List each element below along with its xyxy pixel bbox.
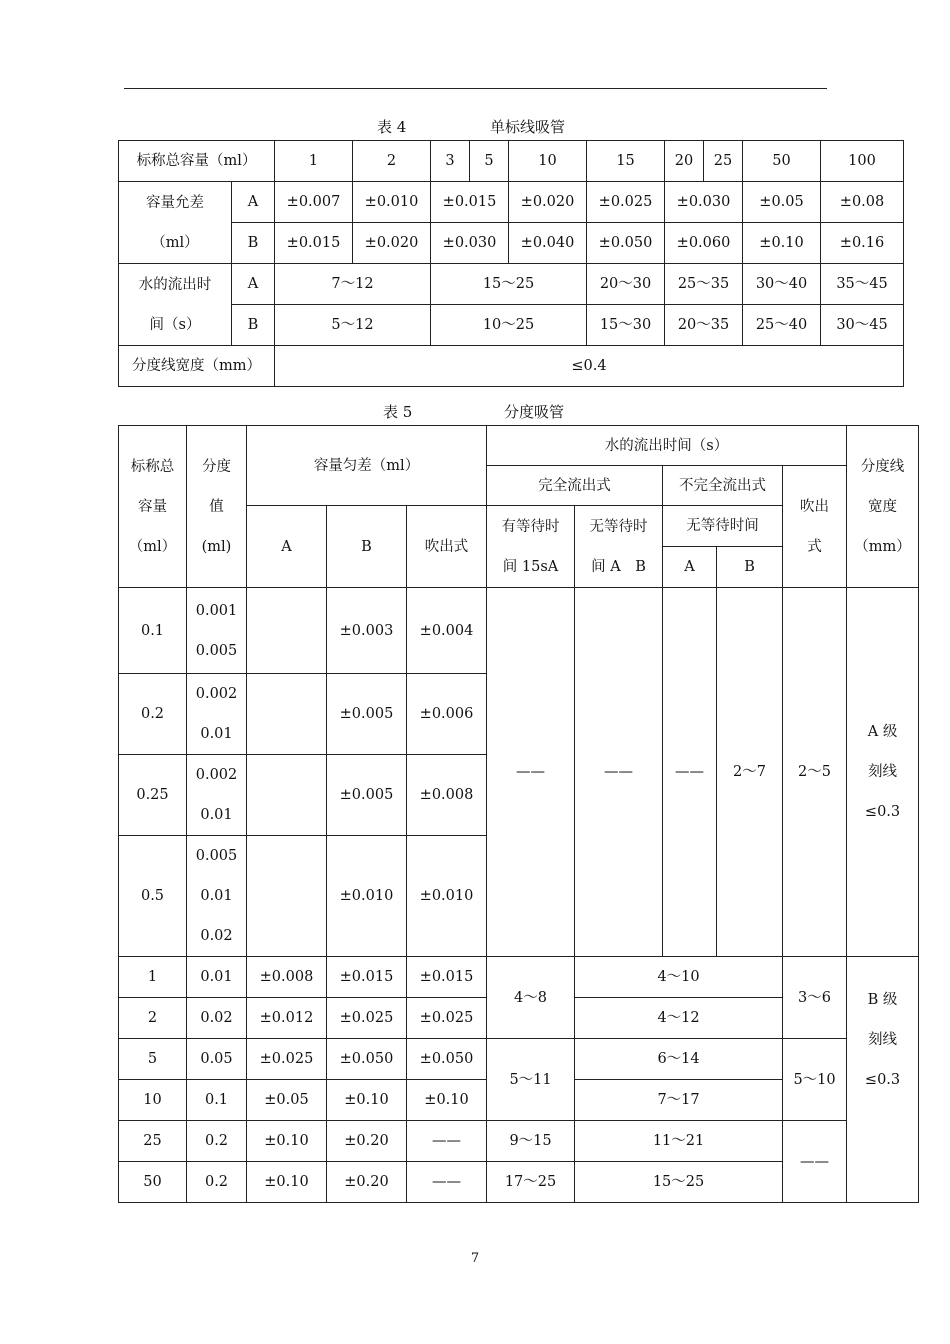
table5-caption-number: 表 5 xyxy=(383,403,413,421)
t5-header-division-line: 分度 xyxy=(202,458,231,475)
t4-tol-a: ±0.010 xyxy=(353,182,431,223)
t5-cap: 0.1 xyxy=(119,588,187,674)
t4-class-b: B xyxy=(232,223,275,264)
t5-tol-blow: ±0.006 xyxy=(407,674,487,755)
t5-div-value: 0.01 xyxy=(200,807,233,823)
t5-header-capacity-line: （ml） xyxy=(128,538,177,555)
t4-flow-a: 20～30 xyxy=(587,264,665,305)
t5-div: 0.2 xyxy=(187,1162,247,1203)
t5-tol-a xyxy=(247,755,327,836)
t5-tol-a: ±0.10 xyxy=(247,1162,327,1203)
t5-tol-a: ±0.05 xyxy=(247,1080,327,1121)
t4-flow-a: 30～40 xyxy=(743,264,821,305)
t4-width-label: 分度线宽度（mm） xyxy=(119,346,275,387)
t4-cap: 15 xyxy=(587,141,665,182)
t4-tol-a: ±0.030 xyxy=(665,182,743,223)
t4-tol-a: ±0.05 xyxy=(743,182,821,223)
t5-tol-blow: ±0.10 xyxy=(407,1080,487,1121)
t5-width-a-line: 刻线 xyxy=(868,764,898,780)
t5-small-nowait: —— xyxy=(575,588,663,957)
table4 xyxy=(118,140,904,387)
t4-cap: 5 xyxy=(470,141,509,182)
t5-header-division-line: 值 xyxy=(209,498,224,515)
t4-capacity-header: 标称总容量（ml） xyxy=(119,141,275,182)
t5-tol-b: ±0.005 xyxy=(327,674,407,755)
t5-blow-flow: —— xyxy=(783,1121,847,1203)
t5-small-blow: 2～5 xyxy=(783,588,847,957)
t5-wait: 5～11 xyxy=(487,1039,575,1121)
table5-caption-title: 分度吸管 xyxy=(504,403,565,421)
t5-cap: 0.2 xyxy=(119,674,187,755)
t4-flow-label xyxy=(119,264,232,346)
t5-nowait: 4～12 xyxy=(575,998,783,1039)
t5-tol-b: ±0.010 xyxy=(327,836,407,957)
t4-class-b: B xyxy=(232,305,275,346)
t4-cap: 25 xyxy=(704,141,743,182)
t4-tol-b: ±0.040 xyxy=(509,223,587,264)
t4-tol-b: ±0.030 xyxy=(431,223,509,264)
t4-tol-b: ±0.10 xyxy=(743,223,821,264)
t5-small-wait: —— xyxy=(487,588,575,957)
t4-tol-a: ±0.020 xyxy=(509,182,587,223)
t5-tol-a xyxy=(247,674,327,755)
t4-class-a: A xyxy=(232,182,275,223)
t5-small-inc-b: 2～7 xyxy=(717,588,783,957)
t5-header-inc-b: B xyxy=(717,547,783,588)
t5-header-width-line: （mm） xyxy=(854,538,911,555)
t4-flow-b: 20～35 xyxy=(665,305,743,346)
t5-header-width-line: 宽度 xyxy=(868,498,898,515)
t5-wait: 4～8 xyxy=(487,957,575,1039)
table4-caption-title: 单标线吸管 xyxy=(490,118,566,136)
t4-tol-a: ±0.007 xyxy=(275,182,353,223)
t4-cap: 10 xyxy=(509,141,587,182)
t5-div-value: 0.01 xyxy=(200,888,233,904)
t4-class-a: A xyxy=(232,264,275,305)
t5-cap: 5 xyxy=(119,1039,187,1080)
t4-flow-b: 5～12 xyxy=(275,305,431,346)
table4-caption-number: 表 4 xyxy=(377,118,407,136)
t5-tol-blow: ±0.015 xyxy=(407,957,487,998)
t5-cap: 25 xyxy=(119,1121,187,1162)
t5-div-value: 0.005 xyxy=(195,642,238,659)
t4-tol-a: ±0.015 xyxy=(431,182,509,223)
t4-cap: 3 xyxy=(431,141,470,182)
t5-div: 0.01 xyxy=(187,957,247,998)
t5-header-nowait-incomplete: 无等待时间 xyxy=(663,506,783,547)
t5-header-capacity xyxy=(119,426,187,588)
t5-nowait: 4～10 xyxy=(575,957,783,998)
t5-header-blow: 吹出式 xyxy=(407,506,487,588)
t4-flow-label-line2: 间（s） xyxy=(149,316,201,333)
t5-div xyxy=(187,674,247,755)
t5-tol-b: ±0.10 xyxy=(327,1080,407,1121)
t5-width-a-line: A 级 xyxy=(867,724,898,740)
t5-tol-blow: ±0.050 xyxy=(407,1039,487,1080)
t5-header-capacity-line: 容量 xyxy=(138,498,167,515)
t4-flow-b: 25～40 xyxy=(743,305,821,346)
t5-tol-blow: ±0.010 xyxy=(407,836,487,957)
t5-nowait: 15～25 xyxy=(575,1162,783,1203)
t4-tol-b: ±0.015 xyxy=(275,223,353,264)
t4-tol-b: ±0.050 xyxy=(587,223,665,264)
t5-tol-blow: —— xyxy=(407,1121,487,1162)
t5-cap: 10 xyxy=(119,1080,187,1121)
t4-tolerance-label-line2: （ml） xyxy=(151,234,199,251)
t5-header-capacity-line: 标称总 xyxy=(130,458,175,475)
t5-tol-a: ±0.025 xyxy=(247,1039,327,1080)
t4-cap: 2 xyxy=(353,141,431,182)
t5-header-wait xyxy=(487,506,575,588)
t5-blow-flow: 3～6 xyxy=(783,957,847,1039)
t5-cap: 2 xyxy=(119,998,187,1039)
t5-tol-blow: ±0.008 xyxy=(407,755,487,836)
t5-div-value: 0.001 xyxy=(195,602,238,619)
t5-header-width xyxy=(847,426,919,588)
t5-header-a: A xyxy=(247,506,327,588)
t5-width-b xyxy=(847,957,919,1203)
t5-header-wait-line: 有等待时 xyxy=(501,518,560,535)
t5-nowait: 7～17 xyxy=(575,1080,783,1121)
t5-header-blow-flow-line: 吹出 xyxy=(800,498,830,515)
t5-div xyxy=(187,588,247,674)
t5-width-a-line: ≤0.3 xyxy=(864,804,901,820)
t5-tol-b: ±0.20 xyxy=(327,1162,407,1203)
t5-div xyxy=(187,755,247,836)
t5-tol-b: ±0.015 xyxy=(327,957,407,998)
t5-tol-blow: ±0.004 xyxy=(407,588,487,674)
t4-tol-a: ±0.025 xyxy=(587,182,665,223)
t4-tol-b: ±0.020 xyxy=(353,223,431,264)
t5-div: 0.02 xyxy=(187,998,247,1039)
t5-tol-b: ±0.050 xyxy=(327,1039,407,1080)
t5-header-blow-flow xyxy=(783,466,847,588)
t5-div-value: 0.002 xyxy=(195,767,238,783)
t5-header-division xyxy=(187,426,247,588)
t4-width-value: ≤0.4 xyxy=(275,346,904,387)
t4-tolerance-label xyxy=(119,182,232,264)
t5-tol-blow: ±0.025 xyxy=(407,998,487,1039)
t4-flow-b: 15～30 xyxy=(587,305,665,346)
t4-tolerance-label-line1: 容量允差 xyxy=(146,194,204,211)
t4-tol-a: ±0.08 xyxy=(821,182,904,223)
t5-wait: 17～25 xyxy=(487,1162,575,1203)
t5-cap: 0.5 xyxy=(119,836,187,957)
t5-header-nowait-line: 无等待时 xyxy=(589,518,648,535)
t5-header-incomplete: 不完全流出式 xyxy=(663,466,783,506)
t5-header-tolerance: 容量匀差（ml） xyxy=(247,426,487,506)
t5-nowait: 6～14 xyxy=(575,1039,783,1080)
t5-cap: 1 xyxy=(119,957,187,998)
t5-header-division-line: (ml) xyxy=(201,538,232,555)
table5 xyxy=(118,425,919,1203)
t5-header-complete: 完全流出式 xyxy=(487,466,663,506)
t5-tol-a: ±0.012 xyxy=(247,998,327,1039)
t5-header-nowait-line: 间 A B xyxy=(591,558,646,575)
t5-div-value: 0.02 xyxy=(200,928,233,944)
t5-wait: 9～15 xyxy=(487,1121,575,1162)
t5-div xyxy=(187,836,247,957)
t5-header-nowait xyxy=(575,506,663,588)
t5-tol-b: ±0.025 xyxy=(327,998,407,1039)
t5-tol-b: ±0.005 xyxy=(327,755,407,836)
t5-div-value: 0.005 xyxy=(195,848,238,864)
t5-header-flow: 水的流出时间（s） xyxy=(487,426,847,466)
t4-cap: 1 xyxy=(275,141,353,182)
t5-header-width-line: 分度线 xyxy=(860,458,905,475)
t5-width-a xyxy=(847,588,919,957)
header-rule xyxy=(124,88,827,89)
t5-header-inc-a: A xyxy=(663,547,717,588)
t4-flow-a: 15～25 xyxy=(431,264,587,305)
t4-cap: 20 xyxy=(665,141,704,182)
t5-width-b-line: ≤0.3 xyxy=(864,1072,901,1088)
t5-tol-a xyxy=(247,588,327,674)
t5-tol-a: ±0.10 xyxy=(247,1121,327,1162)
t4-flow-label-line1: 水的流出时 xyxy=(138,276,212,293)
t4-flow-a: 25～35 xyxy=(665,264,743,305)
t4-flow-a: 7～12 xyxy=(275,264,431,305)
t5-header-blow-flow-line: 式 xyxy=(807,538,822,555)
t5-header-wait-line: 间 15sA xyxy=(502,558,559,575)
t5-tol-b: ±0.20 xyxy=(327,1121,407,1162)
t4-flow-b: 10～25 xyxy=(431,305,587,346)
t4-tol-b: ±0.16 xyxy=(821,223,904,264)
t5-cap: 50 xyxy=(119,1162,187,1203)
t5-cap: 0.25 xyxy=(119,755,187,836)
t4-tol-b: ±0.060 xyxy=(665,223,743,264)
t5-nowait: 11～21 xyxy=(575,1121,783,1162)
t5-header-b: B xyxy=(327,506,407,588)
t5-tol-a xyxy=(247,836,327,957)
t5-div-value: 0.002 xyxy=(195,686,238,702)
t5-div: 0.2 xyxy=(187,1121,247,1162)
t5-div: 0.05 xyxy=(187,1039,247,1080)
page-number: 7 xyxy=(470,1251,480,1266)
t5-tol-a: ±0.008 xyxy=(247,957,327,998)
t5-width-b-line: B 级 xyxy=(867,992,898,1008)
t5-tol-b: ±0.003 xyxy=(327,588,407,674)
t5-div: 0.1 xyxy=(187,1080,247,1121)
t4-flow-a: 35～45 xyxy=(821,264,904,305)
t5-tol-blow: —— xyxy=(407,1162,487,1203)
t5-small-inc-a: —— xyxy=(663,588,717,957)
t5-blow-flow: 5～10 xyxy=(783,1039,847,1121)
t5-width-b-line: 刻线 xyxy=(868,1032,898,1048)
t4-cap: 50 xyxy=(743,141,821,182)
t4-flow-b: 30～45 xyxy=(821,305,904,346)
t4-cap: 100 xyxy=(821,141,904,182)
t5-div-value: 0.01 xyxy=(200,726,233,742)
